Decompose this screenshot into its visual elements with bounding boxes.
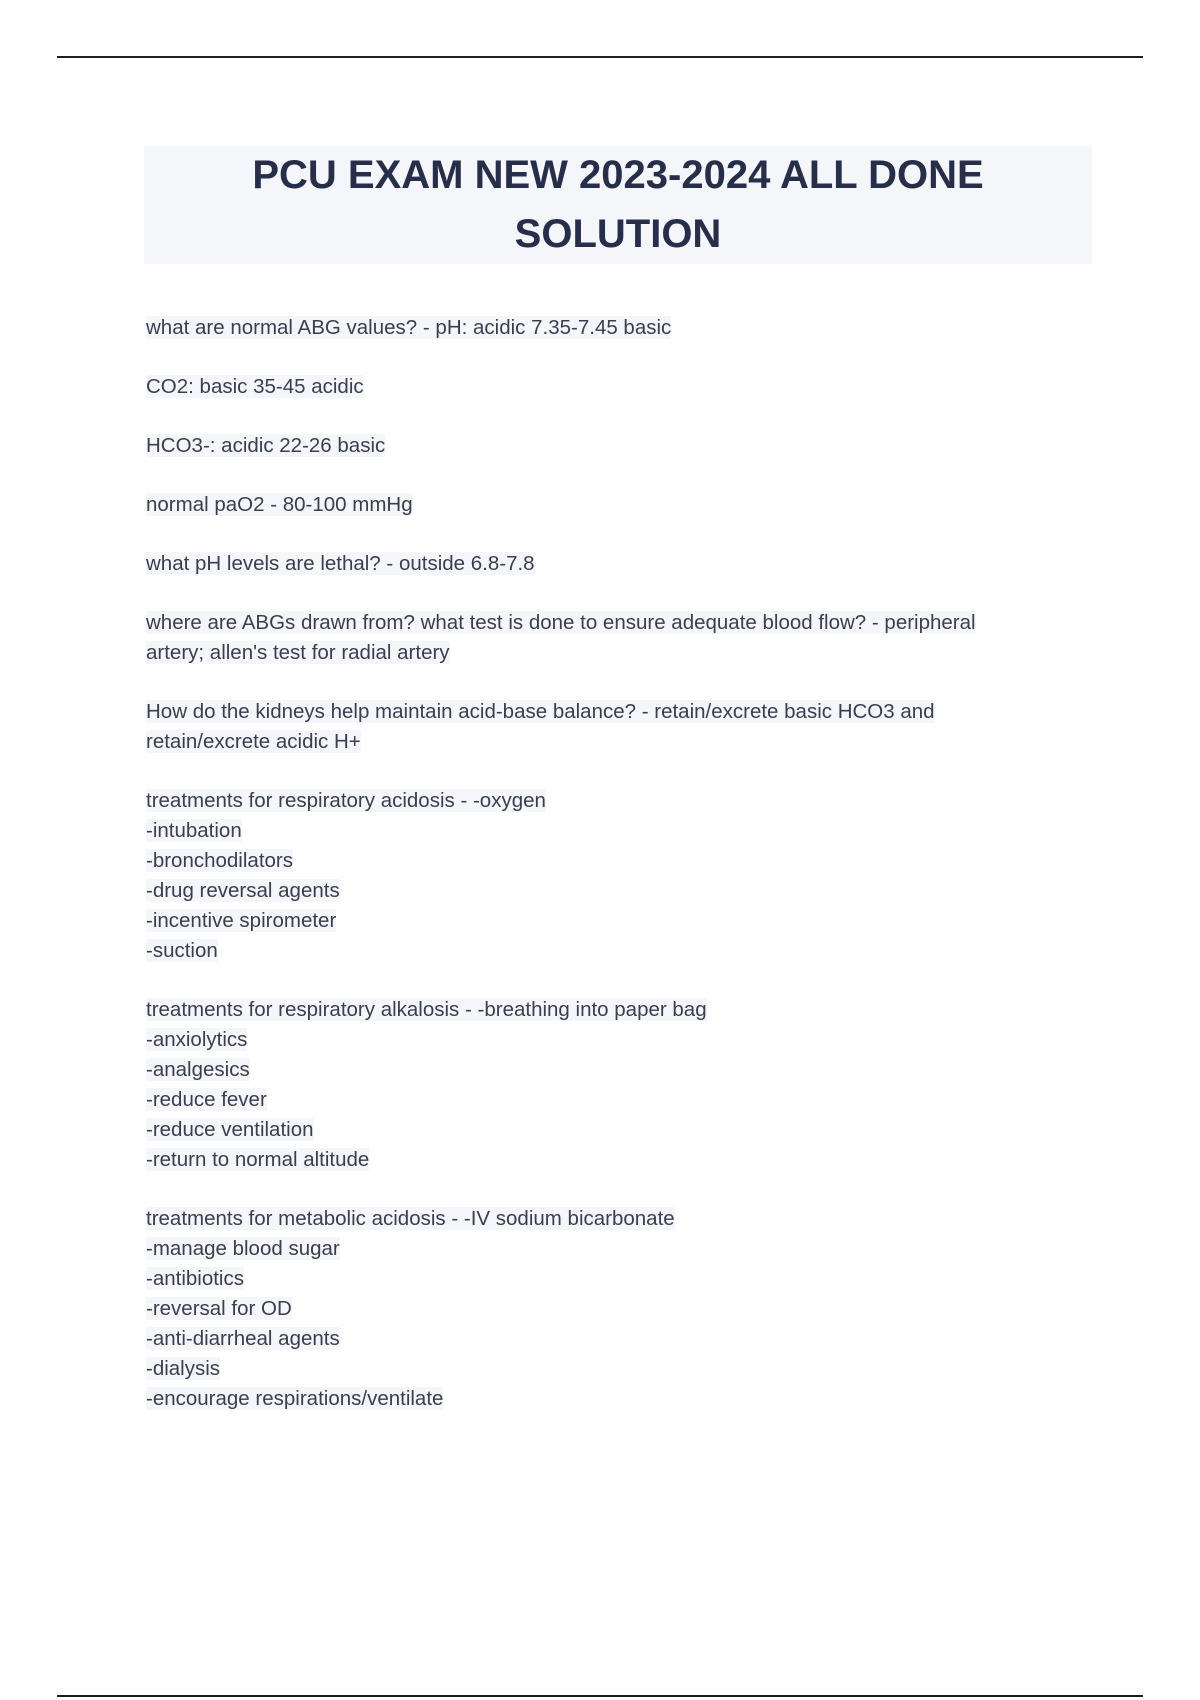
qa-entry-line bbox=[146, 1085, 1086, 1115]
qa-entry bbox=[146, 786, 1086, 966]
qa-entry bbox=[146, 549, 1086, 579]
qa-entry-line bbox=[146, 816, 1086, 846]
qa-entry bbox=[146, 431, 1086, 461]
qa-entry-text: -reduce ventilation bbox=[146, 1118, 314, 1141]
qa-entry-line bbox=[146, 906, 1086, 936]
qa-list bbox=[146, 313, 1086, 1443]
qa-entry-text: what pH levels are lethal? - outside 6.8-7.8 bbox=[146, 552, 535, 575]
qa-entry-text: How do the kidneys help maintain acid-base balance? - retain/excrete basic HCO3 and bbox=[146, 700, 935, 723]
qa-entry-text: -drug reversal agents bbox=[146, 879, 340, 902]
qa-entry-line bbox=[146, 638, 1086, 668]
document-title-line: SOLUTION bbox=[514, 212, 722, 256]
qa-entry-line bbox=[146, 608, 1086, 638]
qa-entry-text: what are normal ABG values? - pH: acidic 7.35-7.45 basic bbox=[146, 316, 672, 339]
qa-entry-text: where are ABGs drawn from? what test is done to ensure adequate blood flow? - peripheral bbox=[146, 611, 976, 634]
qa-entry-line bbox=[146, 697, 1086, 727]
qa-entry-line bbox=[146, 995, 1086, 1025]
qa-entry-text: CO2: basic 35-45 acidic bbox=[146, 375, 364, 398]
qa-entry-line bbox=[146, 876, 1086, 906]
qa-entry-text: -return to normal altitude bbox=[146, 1148, 370, 1171]
qa-entry-text: -anti-diarrheal agents bbox=[146, 1327, 340, 1350]
qa-entry-text: -bronchodilators bbox=[146, 849, 293, 872]
qa-entry-line bbox=[146, 1234, 1086, 1264]
qa-entry-text: -antibiotics bbox=[146, 1267, 244, 1290]
qa-entry-text: -anxiolytics bbox=[146, 1028, 248, 1051]
qa-entry-line bbox=[146, 846, 1086, 876]
qa-entry-line bbox=[146, 786, 1086, 816]
qa-entry-text: treatments for respiratory alkalosis - -breathing into paper bag bbox=[146, 998, 707, 1021]
qa-entry-line bbox=[146, 1055, 1086, 1085]
bottom-rule bbox=[57, 1695, 1143, 1697]
qa-entry-line bbox=[146, 372, 1086, 402]
qa-entry-text: treatments for respiratory acidosis - -oxygen bbox=[146, 789, 546, 812]
qa-entry-line bbox=[146, 936, 1086, 966]
qa-entry-line bbox=[146, 431, 1086, 461]
qa-entry-line bbox=[146, 549, 1086, 579]
qa-entry-line bbox=[146, 727, 1086, 757]
qa-entry-line bbox=[146, 1294, 1086, 1324]
document-title-line: PCU EXAM NEW 2023-2024 ALL DONE bbox=[252, 153, 984, 197]
qa-entry-text: -suction bbox=[146, 939, 218, 962]
qa-entry-line bbox=[146, 1384, 1086, 1414]
qa-entry bbox=[146, 372, 1086, 402]
qa-entry-line bbox=[146, 1025, 1086, 1055]
document-title bbox=[218, 146, 1018, 264]
qa-entry-line bbox=[146, 1145, 1086, 1175]
qa-entry bbox=[146, 697, 1086, 757]
qa-entry-line bbox=[146, 490, 1086, 520]
qa-entry-text: HCO3-: acidic 22-26 basic bbox=[146, 434, 386, 457]
qa-entry-text: normal paO2 - 80-100 mmHg bbox=[146, 493, 413, 516]
title-banner bbox=[144, 146, 1092, 264]
qa-entry-text: retain/excrete acidic H+ bbox=[146, 730, 361, 753]
qa-entry-line bbox=[146, 1354, 1086, 1384]
qa-entry-text: -incentive spirometer bbox=[146, 909, 337, 932]
qa-entry-text: -encourage respirations/ventilate bbox=[146, 1387, 444, 1410]
qa-entry-text: -analgesics bbox=[146, 1058, 250, 1081]
qa-entry-text: -manage blood sugar bbox=[146, 1237, 340, 1260]
qa-entry-text: -dialysis bbox=[146, 1357, 221, 1380]
top-rule bbox=[57, 56, 1143, 58]
qa-entry-text: treatments for metabolic acidosis - -IV sodium bicarbonate bbox=[146, 1207, 675, 1230]
qa-entry-text: -reduce fever bbox=[146, 1088, 267, 1111]
qa-entry bbox=[146, 608, 1086, 668]
qa-entry-text: -reversal for OD bbox=[146, 1297, 292, 1320]
qa-entry bbox=[146, 313, 1086, 343]
qa-entry-line bbox=[146, 1204, 1086, 1234]
qa-entry-text: artery; allen's test for radial artery bbox=[146, 641, 450, 664]
qa-entry-line bbox=[146, 1264, 1086, 1294]
qa-entry bbox=[146, 995, 1086, 1175]
qa-entry-line bbox=[146, 1115, 1086, 1145]
qa-entry-line bbox=[146, 1324, 1086, 1354]
qa-entry bbox=[146, 490, 1086, 520]
qa-entry-line bbox=[146, 313, 1086, 343]
qa-entry bbox=[146, 1204, 1086, 1414]
qa-entry-text: -intubation bbox=[146, 819, 242, 842]
